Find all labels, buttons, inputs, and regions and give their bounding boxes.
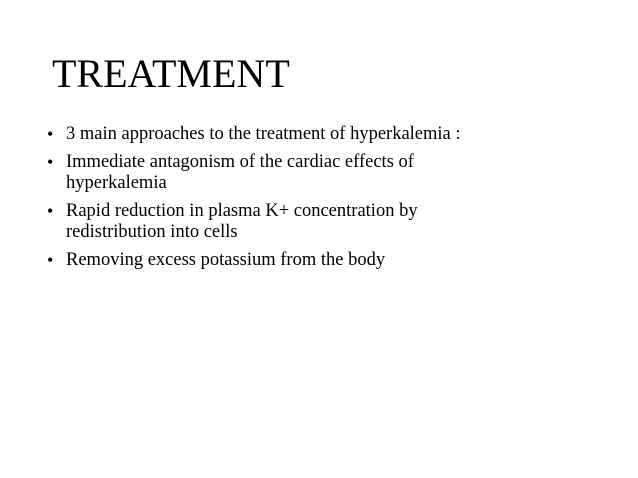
bullet-list xyxy=(47,124,587,278)
bullet-item xyxy=(47,201,486,243)
bullet-text: Removing excess potassium from the body xyxy=(66,250,386,270)
bullet-dot-icon: • xyxy=(47,152,54,172)
bullet-dot-icon: • xyxy=(47,250,54,270)
bullet-dot-icon: • xyxy=(47,124,54,144)
bullet-item xyxy=(47,124,587,145)
bullet-text: Rapid reduction in plasma K+ concentration by redistribution into cells xyxy=(66,201,418,242)
bullet-text: Immediate antagonism of the cardiac effects of hyperkalemia xyxy=(66,152,414,193)
bullet-item xyxy=(47,250,587,271)
bullet-text: 3 main approaches to the treatment of hyperkalemia : xyxy=(66,124,461,144)
bullet-item xyxy=(47,152,486,194)
slide-title: TREATMENT xyxy=(52,51,290,96)
bullet-dot-icon: • xyxy=(47,201,54,221)
